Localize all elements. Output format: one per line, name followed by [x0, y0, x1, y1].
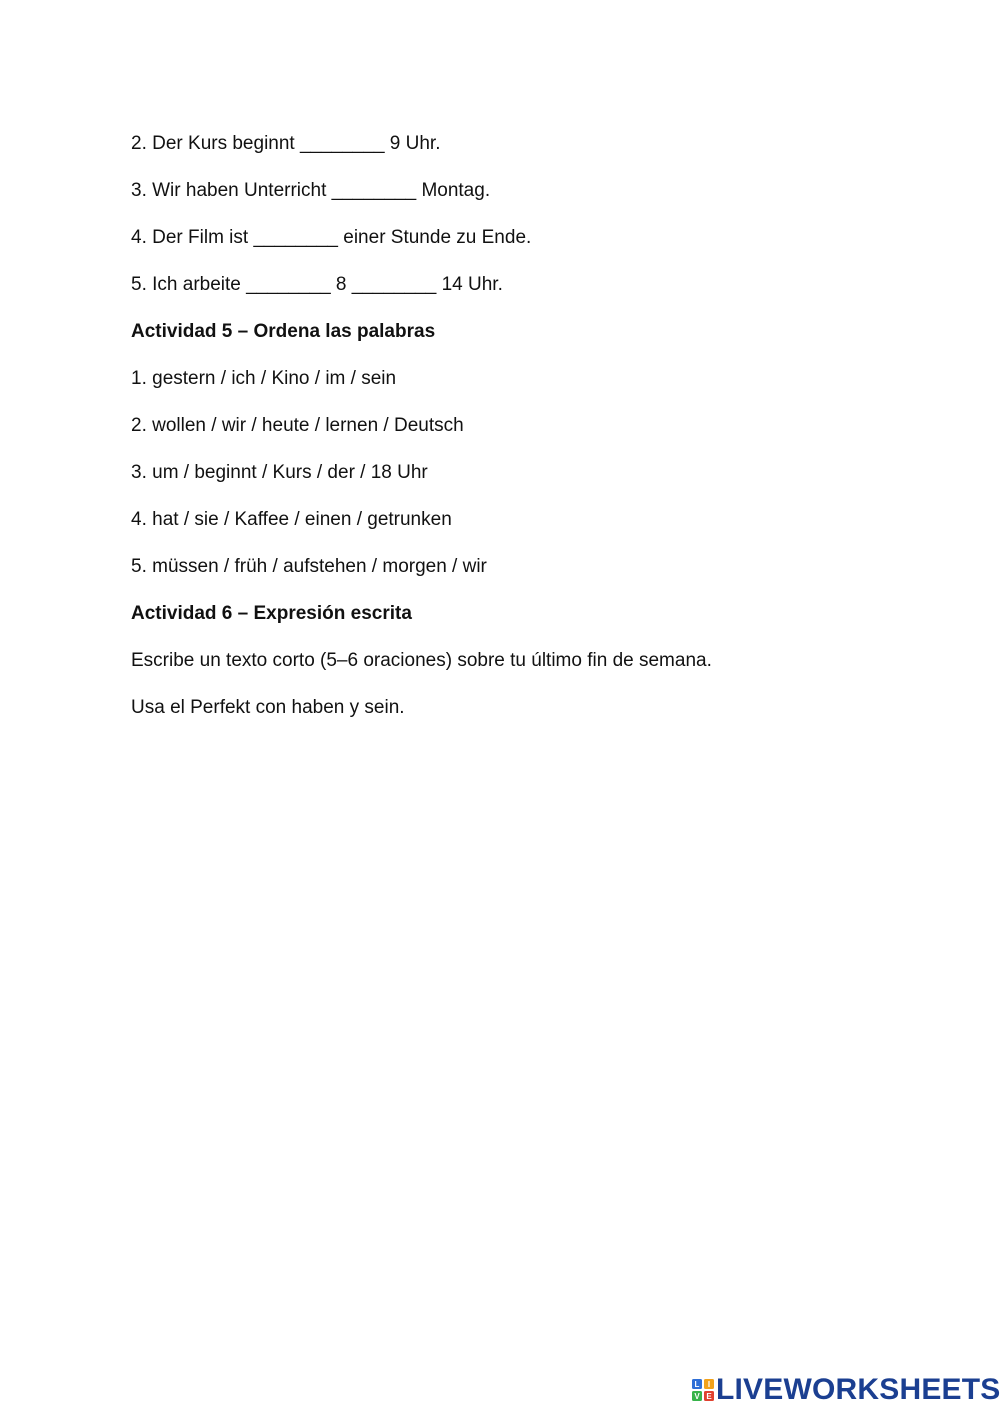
exercise-item-4: 4. Der Film ist ________ einer Stunde zu Ende. [131, 227, 532, 248]
activity-5-item-2: 2. wollen / wir / heute / lernen / Deutsch [131, 415, 464, 436]
activity-6-instruction-2: Usa el Perfekt con haben y sein. [131, 697, 405, 718]
activity-5-heading: Actividad 5 – Ordena las palabras [131, 321, 436, 342]
liveworksheets-brand-text: LIVEWORKSHEETS [716, 1373, 1000, 1406]
activity-6-instruction-1: Escribe un texto corto (5–6 oraciones) sobre tu último fin de semana. [131, 650, 712, 671]
liveworksheets-logo-icon [692, 1377, 714, 1403]
svg-text:I: I [707, 1380, 711, 1389]
exercise-item-5: 5. Ich arbeite ________ 8 ________ 14 Uhr. [131, 274, 503, 295]
exercise-item-3: 3. Wir haben Unterricht ________ Montag. [131, 180, 491, 201]
svg-text:L: L [694, 1380, 700, 1389]
activity-6-heading: Actividad 6 – Expresión escrita [131, 603, 412, 624]
svg-text:E: E [706, 1392, 712, 1401]
exercise-item-2: 2. Der Kurs beginnt ________ 9 Uhr. [131, 133, 441, 154]
activity-5-item-4: 4. hat / sie / Kaffee / einen / getrunken [131, 509, 452, 530]
activity-5-item-1: 1. gestern / ich / Kino / im / sein [131, 368, 397, 389]
svg-text:V: V [694, 1392, 700, 1401]
activity-5-item-5: 5. müssen / früh / aufstehen / morgen / wir [131, 556, 487, 577]
liveworksheets-brand [692, 1374, 1000, 1406]
activity-5-item-3: 3. um / beginnt / Kurs / der / 18 Uhr [131, 462, 428, 483]
